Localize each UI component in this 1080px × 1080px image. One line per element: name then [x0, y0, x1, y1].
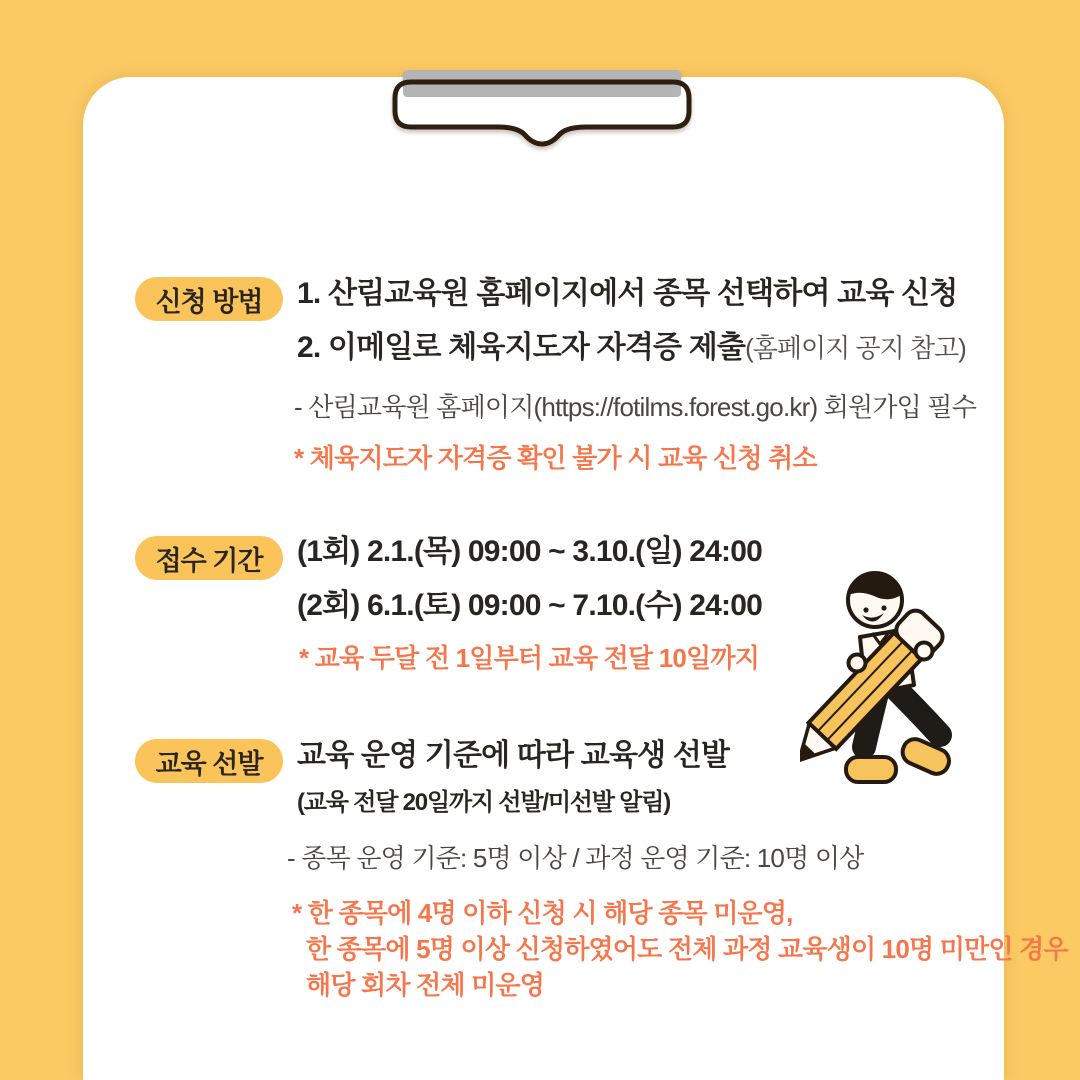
apply-membership-note: - 산림교육원 홈페이지(https://fotilms.forest.go.kr) 회원가입 필수: [294, 392, 977, 422]
badge-apply-method: [135, 277, 283, 321]
clipboard-clip-icon: [390, 58, 700, 153]
badge-application-period-label: 접수 기간: [155, 545, 263, 576]
period-round-2: (2회) 6.1.(토) 09:00 ~ 7.10.(수) 24:00: [297, 589, 762, 622]
badge-apply-method-label: 신청 방법: [155, 286, 263, 317]
apply-warning: * 체육지도자 자격증 확인 불가 시 교육 신청 취소: [294, 443, 817, 473]
badge-application-period: [135, 536, 283, 580]
apply-step-2-main: 2. 이메일로 체육지도자 자격증 제출: [297, 331, 746, 364]
person-holding-pencil-illustration: [800, 563, 1000, 788]
selection-title: 교육 운영 기준에 따라 교육생 선발: [297, 739, 730, 772]
selection-warning-line-2: 한 종목에 5명 이상 신청하였어도 전체 과정 교육생이 10명 미만인 경우: [306, 934, 1068, 964]
selection-warning-line-1: * 한 종목에 4명 이하 신청 시 해당 종목 미운영,: [292, 898, 793, 928]
apply-step-1: 1. 산림교육원 홈페이지에서 종목 선택하여 교육 신청: [297, 277, 958, 310]
selection-warning-line-3: 해당 회차 전체 미운영: [306, 970, 545, 1000]
selection-criteria: - 종목 운영 기준: 5명 이상 / 과정 운영 기준: 10명 이상: [287, 843, 864, 873]
period-warning: * 교육 두달 전 1일부터 교육 전달 10일까지: [299, 643, 760, 673]
badge-trainee-selection: [135, 739, 283, 783]
apply-step-2-note: (홈페이지 공지 참고): [745, 333, 966, 363]
period-round-1: (1회) 2.1.(목) 09:00 ~ 3.10.(일) 24:00: [297, 535, 762, 568]
apply-step-2: [297, 330, 966, 366]
selection-subtitle: (교육 전달 20일까지 선발/미선발 알림): [297, 789, 670, 816]
badge-trainee-selection-label: 교육 선발: [155, 748, 263, 779]
